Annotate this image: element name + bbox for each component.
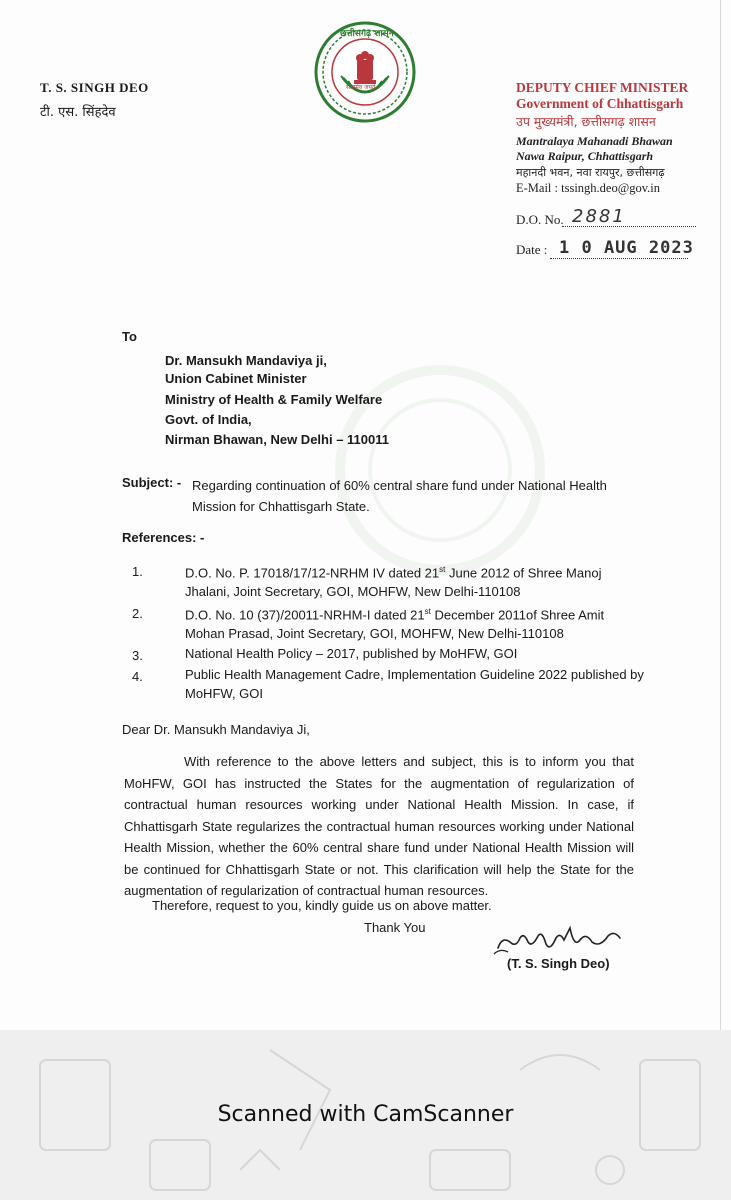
recipient-line-5: Nirman Bhawan, New Delhi – 110011 [165, 432, 389, 447]
reference-number: 1. [132, 564, 143, 579]
email: E-Mail : tssingh.deo@gov.in [516, 181, 661, 195]
camscanner-footer [0, 1030, 731, 1200]
address-line-2: Nawa Raipur, Chhattisgarh [516, 149, 654, 163]
camscanner-watermark-text: Scanned with CamScanner [217, 1102, 514, 1127]
address-line-1: Mantralaya Mahanadi Bhawan [516, 134, 673, 148]
reference-item: Public Health Management Cadre, Implementation Guideline 2022 published by MoHFW, GOI [185, 667, 644, 701]
references-label: References: - [122, 530, 205, 545]
salutation: Dear Dr. Mansukh Mandaviya Ji, [122, 722, 310, 737]
subject-text: Regarding continuation of 60% central share fund under National Health Mission for Chhattisgarh State. [192, 478, 607, 514]
address-hindi: महानदी भवन, नवा रायपुर, छत्तीसगढ़ [516, 166, 665, 179]
subject-label: Subject: - [122, 475, 182, 490]
to-label: To [122, 329, 137, 344]
reference-item: D.O. No. 10 (37)/20011-NRHM-I dated 21st December 2011of Shree Amit Mohan Prasad, Joint Secretary, GOI, MOHFW, New Delhi-110108 [185, 607, 605, 642]
reference-item: National Health Policy – 2017, published by MoHFW, GOI [185, 646, 518, 661]
thank-you: Thank You [364, 920, 426, 935]
date-label: Date : [516, 242, 548, 257]
letterhead-office-block [516, 80, 726, 196]
office-title-hindi: उप मुख्यमंत्री, छत्तीसगढ़ शासन [516, 114, 656, 129]
reference-number: 2. [132, 606, 143, 621]
recipient-line-3: Ministry of Health & Family Welfare [165, 392, 383, 407]
sender-name-hindi: टी. एस. सिंहदेव [40, 105, 116, 120]
emblem-motto: सत्यमेव जयते [346, 84, 376, 91]
body-paragraph: With reference to the above letters and subject, this is to inform you that MoHFW, GOI has instructed the States for the augmentation of regularization of contractual human resources working under National Health Mission. In case, if Chhattisgarh State regularizes the contractual human resources working under National Health Mission, whether the 60% central share fund under National Health Mission will be continued for Chhattisgarh State or not. This clarification will help the State for the augmentation of regularization of contractual human resources. [124, 754, 634, 898]
recipient-line-4: Govt. of India, [165, 412, 252, 427]
do-label: D.O. No. [516, 212, 564, 227]
date-stamp: 1 0 AUG 2023 [559, 238, 694, 258]
reference-number: 4. [132, 669, 143, 684]
do-number-line [516, 206, 716, 234]
reference-number: 3. [132, 648, 143, 663]
reference-item: D.O. No. P. 17018/17/12-NRHM IV dated 21st June 2012 of Shree Manoj Jhalani, Joint Secretary, GOI, MOHFW, New Delhi-110108 [185, 565, 602, 600]
sender-name-english: T. S. SINGH DEO [40, 80, 149, 95]
emblem-text: छत्तीसगढ़ शासन [340, 29, 394, 39]
signatory-name: (T. S. Singh Deo) [507, 956, 610, 971]
recipient-line-1: Dr. Mansukh Mandaviya ji, [165, 353, 327, 368]
office-title: DEPUTY CHIEF MINISTER [516, 80, 689, 95]
signature-icon [490, 918, 630, 958]
recipient-line-2: Union Cabinet Minister [165, 371, 307, 386]
do-number-handwritten: 2881 [572, 206, 626, 227]
date-line [516, 238, 696, 266]
closing-request: Therefore, request to you, kindly guide us on above matter. [152, 898, 492, 913]
office-government: Government of Chhattisgarh [516, 96, 684, 111]
